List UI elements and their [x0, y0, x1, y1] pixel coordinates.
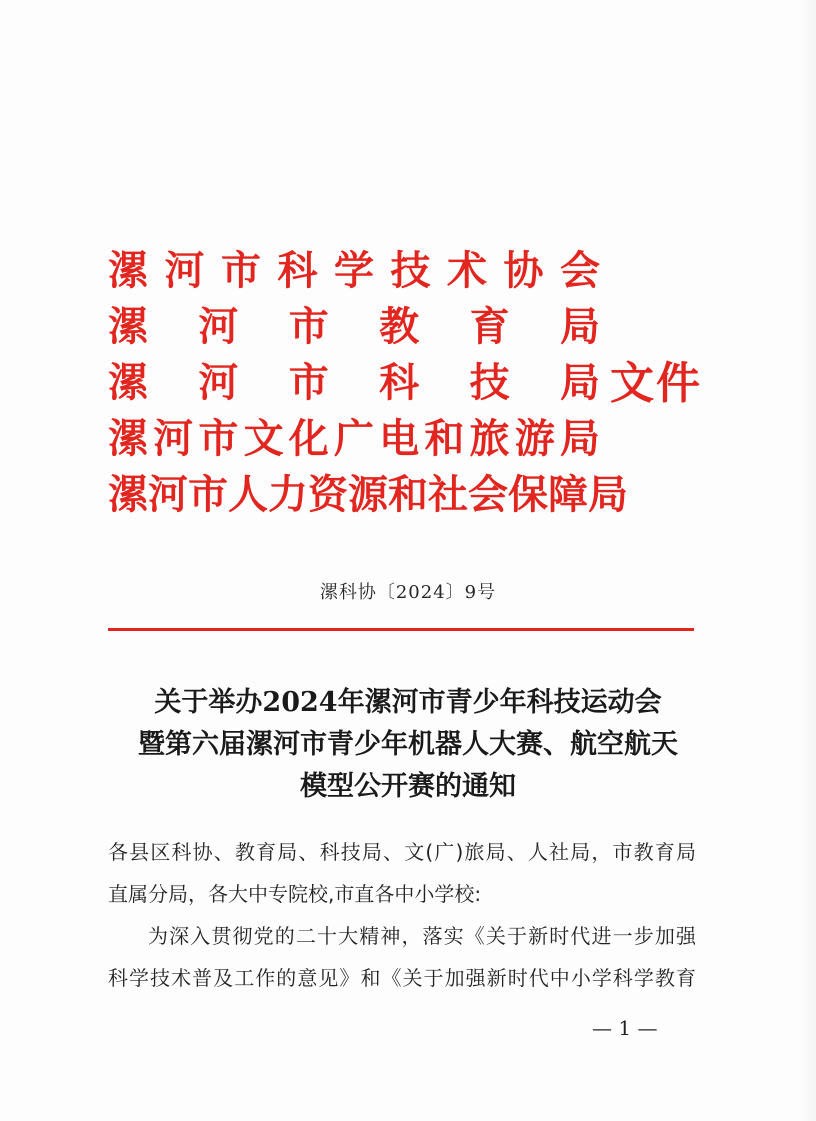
issuer-char: 局 [559, 359, 600, 406]
document-title-line-2: 暨第六届漯河市青少年机器人大赛、航空航天 [138, 729, 678, 760]
issuer-char: 术 [447, 247, 487, 294]
issuer-char: 学 [334, 247, 374, 294]
issuer-char: 广 [333, 415, 374, 462]
issuer-char: 资 [308, 471, 348, 518]
issuer-char: 河 [198, 303, 239, 350]
document-type-suffix: 文件 [610, 358, 702, 409]
issuer-char: 市 [198, 415, 239, 462]
issuer-char: 局 [588, 471, 628, 518]
issuer-char: 漯 [108, 415, 148, 462]
issuer-char: 会 [560, 247, 600, 294]
issuer-line-education-bureau [108, 302, 600, 352]
issuer-char: 和 [424, 415, 465, 462]
issuer-char: 局 [559, 303, 600, 350]
issuer-char: 游 [514, 415, 555, 462]
red-separator-line [108, 628, 694, 631]
issuer-line-technology-bureau [108, 358, 600, 408]
issuer-char: 河 [148, 471, 188, 518]
issuer-char: 人 [228, 471, 268, 518]
issuer-line-culture-tourism-bureau [108, 414, 600, 464]
document-title-line-1: 关于举办2024年漯河市青少年科技运动会 [154, 687, 662, 718]
issuer-line-science-association [108, 246, 600, 296]
document-title-line-3: 模型公开赛的通知 [300, 771, 516, 802]
body-text-line-2: 直属分局，各大中专院校,市直各中小学校: [108, 882, 482, 906]
issuer-char: 保 [508, 471, 548, 518]
issuer-char: 会 [468, 471, 508, 518]
issuer-char: 局 [559, 415, 600, 462]
issuer-char: 河 [153, 415, 194, 462]
issuer-char: 市 [288, 359, 329, 406]
issuer-char: 源 [348, 471, 388, 518]
issuer-char: 电 [379, 415, 420, 462]
issuer-char: 市 [288, 303, 329, 350]
page-edge-shadow [798, 0, 816, 1121]
issuer-char: 力 [268, 471, 308, 518]
issuer-char: 市 [221, 247, 261, 294]
issuer-char: 社 [428, 471, 468, 518]
issuer-char: 科 [379, 359, 420, 406]
issuer-char: 科 [277, 247, 318, 294]
issuer-char: 旅 [469, 415, 510, 462]
issuer-char: 文 [243, 415, 284, 462]
issuer-char: 市 [188, 471, 228, 518]
issuer-char: 河 [164, 247, 205, 294]
issuer-char: 河 [198, 359, 239, 406]
issuer-char: 育 [469, 303, 510, 350]
issuer-char: 技 [390, 247, 431, 294]
issuer-char: 障 [548, 471, 588, 518]
body-text-line-1: 各县区科协、教育局、科技局、文(广)旅局、人社局，市教育局 [108, 840, 696, 864]
issuer-char: 漯 [108, 303, 148, 350]
issuer-char: 漯 [108, 359, 148, 406]
issuer-char: 漯 [108, 247, 148, 294]
page-number: — 1 — [592, 1016, 658, 1040]
issuer-char: 化 [288, 415, 329, 462]
issuer-char: 教 [379, 303, 420, 350]
issuer-char: 漯 [108, 471, 148, 518]
issuer-char: 技 [469, 359, 510, 406]
body-text-line-3: 为深入贯彻党的二十大精神，落实《关于新时代进一步加强 [148, 924, 696, 948]
issuer-char: 和 [388, 471, 428, 518]
body-text-line-4: 科学技术普及工作的意见》和《关于加强新时代中小学科学教育 [108, 966, 696, 990]
issuer-char: 协 [503, 247, 544, 294]
issuer-line-human-resources-bureau [108, 470, 628, 520]
document-number: 漯科协〔2024〕9号 [319, 582, 497, 603]
